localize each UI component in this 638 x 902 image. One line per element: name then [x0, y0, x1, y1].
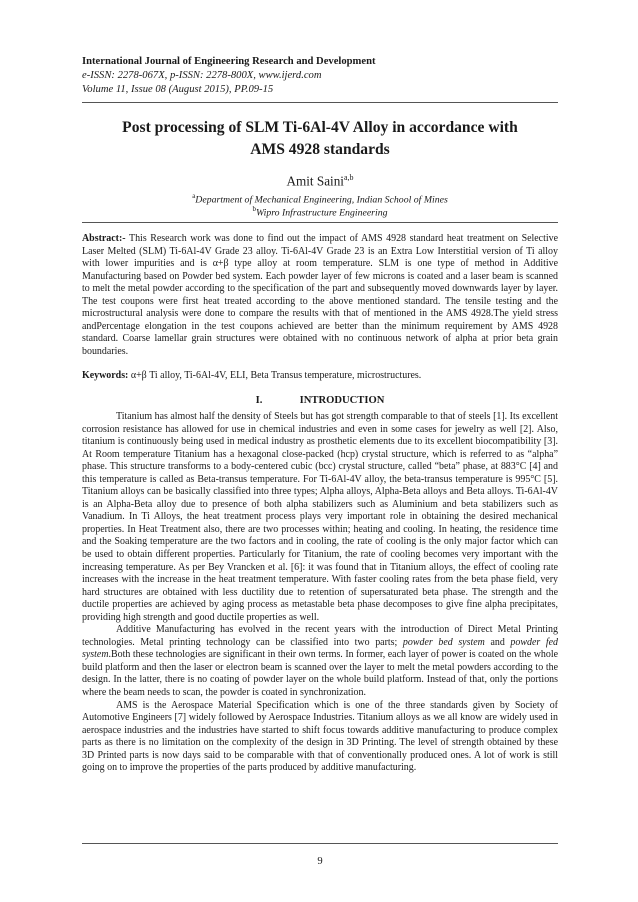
- paper-title-line1: Post processing of SLM Ti-6Al-4V Alloy in accordance with: [122, 119, 518, 136]
- paragraph-2: [82, 624, 558, 699]
- body-text: [82, 411, 558, 775]
- paragraph-2-part-c: .Both these technologies are significant in their own terms. In former, each layer of power is coated on the whole build platform and then the laser or electron beam is scanned over the layer to melt the metal powders according to the design. In the latter, there is no coating of powder layer on the whole build platform. Instead of that, only the portions where the beam needs to scan, the powder is coated in synchronization.: [82, 649, 558, 699]
- affiliation-b-text: Wipro Infrastructure Engineering: [255, 207, 388, 219]
- paper-title-line2: AMS 4928 standards: [250, 141, 390, 158]
- paragraph-2-part-a: Additive Manufacturing has evolved in the recent years with the introduction of Direct Metal Printing technologies. Metal printing technology can be classified into two parts;: [82, 624, 558, 648]
- abstract: [82, 233, 558, 358]
- paragraph-3: AMS is the Aerospace Material Specification which is one of the three standards given by Society of Automotive Engineers [7] widely followed by Aerospace Industries. Titanium alloys as we all know are widely used in aerospace industries and the industries have started to shift focus towards additive manufacturing to produce complex parts as there is no limitation on the complexity of the design in 3D Printing. The level of strength obtained by these 3D Printed parts is now days said to be comparable with that of conventionally produced ones. A lot of work is still going on to improve the properties of the parts produced by additive manufacturing.: [82, 699, 558, 774]
- journal-name: International Journal of Engineering Research and Development: [82, 56, 376, 67]
- abstract-rule: [82, 222, 558, 223]
- affiliation-b-marker: b: [252, 205, 256, 213]
- section-title: INTRODUCTION: [299, 395, 385, 406]
- keywords-text: α+β Ti alloy, Ti-6Al-4V, ELI, Beta Transus temperature, microstructures.: [130, 370, 422, 381]
- affiliation-a-text: Department of Mechanical Engineering, Indian School of Mines: [195, 194, 448, 206]
- journal-issn: e-ISSN: 2278-067X, p-ISSN: 2278-800X, www.ijerd.com: [82, 70, 322, 82]
- journal-volume: Volume 11, Issue 08 (August 2015), PP.09-15: [82, 84, 274, 96]
- affiliation-a-marker: a: [192, 192, 196, 200]
- footer-rule: [82, 843, 558, 844]
- paragraph-1: Titanium has almost half the density of Steels but has got strength comparable to that of steels [1]. Its excellent corrosion resistance has allowed for use in chemical industries and even in some cases for jewelry as well [2]. Also, titanium is continuously being used in medical industry as prosthetic elements due to its excellent biocompatibility [3]. At Room temperature Titanium has a hexagonal close-packed (hcp) crystal structure, which is referred to as “alpha” phase. This structure transforms to a body-centered cubic (bcc) crystal structure, called “beta” phase, at 883°C [4] and this temperature is called as Beta-transus temperature. For Ti-6Al-4V alloy, the beta-transus temperature is 995°C [5]. Titanium alloys can be basically classified into three types; Alpha alloys, Alpha-Beta alloys and Beta alloys. Ti-6Al-4V is an Alpha-Beta alloy due to presence of both alpha stabilizers such as Aluminium and beta stabilizers such as Vanadium. In Ti Alloys, the heat treatment process plays very important role in obtaining the desired mechanical properties. In Heat Treatment also, there are two processes within; heating and cooling. In heating, the residence time and the Soaking temperature are the two factors and in cooling, the rate of cooling is the only major factor which can be used to obtain different properties. Particularly for Titanium, the rate of cooling becomes very important with the increasing temperature. As per Bey Vrancken et al. [6]: it was found that in Titanium alloys, the effect of cooling rate increases with the increase in the heat treatment temperature. With faster cooling rates from the beta phase field, very hard structures are obtained with less ductility due to retention of supersaturated beta phase. The strength and the ductile properties are achieved by aging process as metastable beta phase decomposes to give fine alpha precipitates, providing high strength and good ductile properties as well.: [82, 411, 558, 623]
- paragraph-2-part-b: and: [484, 636, 511, 648]
- page-number: 9: [317, 856, 323, 867]
- author-name: [82, 169, 558, 189]
- header-rule: [82, 102, 558, 103]
- abstract-text: This Research work was done to find out the impact of AMS 4928 standard heat treatment on Selective Laser Melted (SLM) Ti-6Al-4V Grade 23 alloy. Ti-6Al-4V Grade 23 is an Extra Low Interstitial version of Ti alloy with lower impurities and is α+β type alloy at room temperature. SLM is one type of method in Additive Manufacturing based on Powder bed system. Each powder layer of few microns is coated and a laser beam is scanned to melt the metal powder according to the specification of the part and subsequently moved downwards layer by layer. The test coupons were first heat treated according to the above mentioned standard. The tensile testing and the microstructural analysis were done to compare the results with that of mentioned in the AMS 4928.The yield stress andPercentage elongation in the test coupons achieved are better than the minimum requirement by AMS 4928 standard. Coarse lamellar grain structures were obtained with no continuous network of alpha at prior beta grain boundaries.: [82, 233, 558, 357]
- keywords: [82, 370, 558, 383]
- affiliation-b: [82, 203, 558, 219]
- author-name-text: Amit Saini: [286, 173, 344, 189]
- paper-title: [82, 117, 558, 161]
- section-number: I.: [255, 395, 263, 406]
- journal-header: [82, 55, 562, 98]
- section-heading: [82, 394, 558, 407]
- paragraph-2-em-2: powder fed system: [82, 636, 558, 661]
- paragraph-2-em-1: powder bed system: [402, 636, 485, 648]
- keywords-label: Keywords:: [82, 370, 129, 381]
- author-superscript: a,b: [343, 173, 354, 182]
- abstract-label: Abstract:-: [82, 233, 126, 244]
